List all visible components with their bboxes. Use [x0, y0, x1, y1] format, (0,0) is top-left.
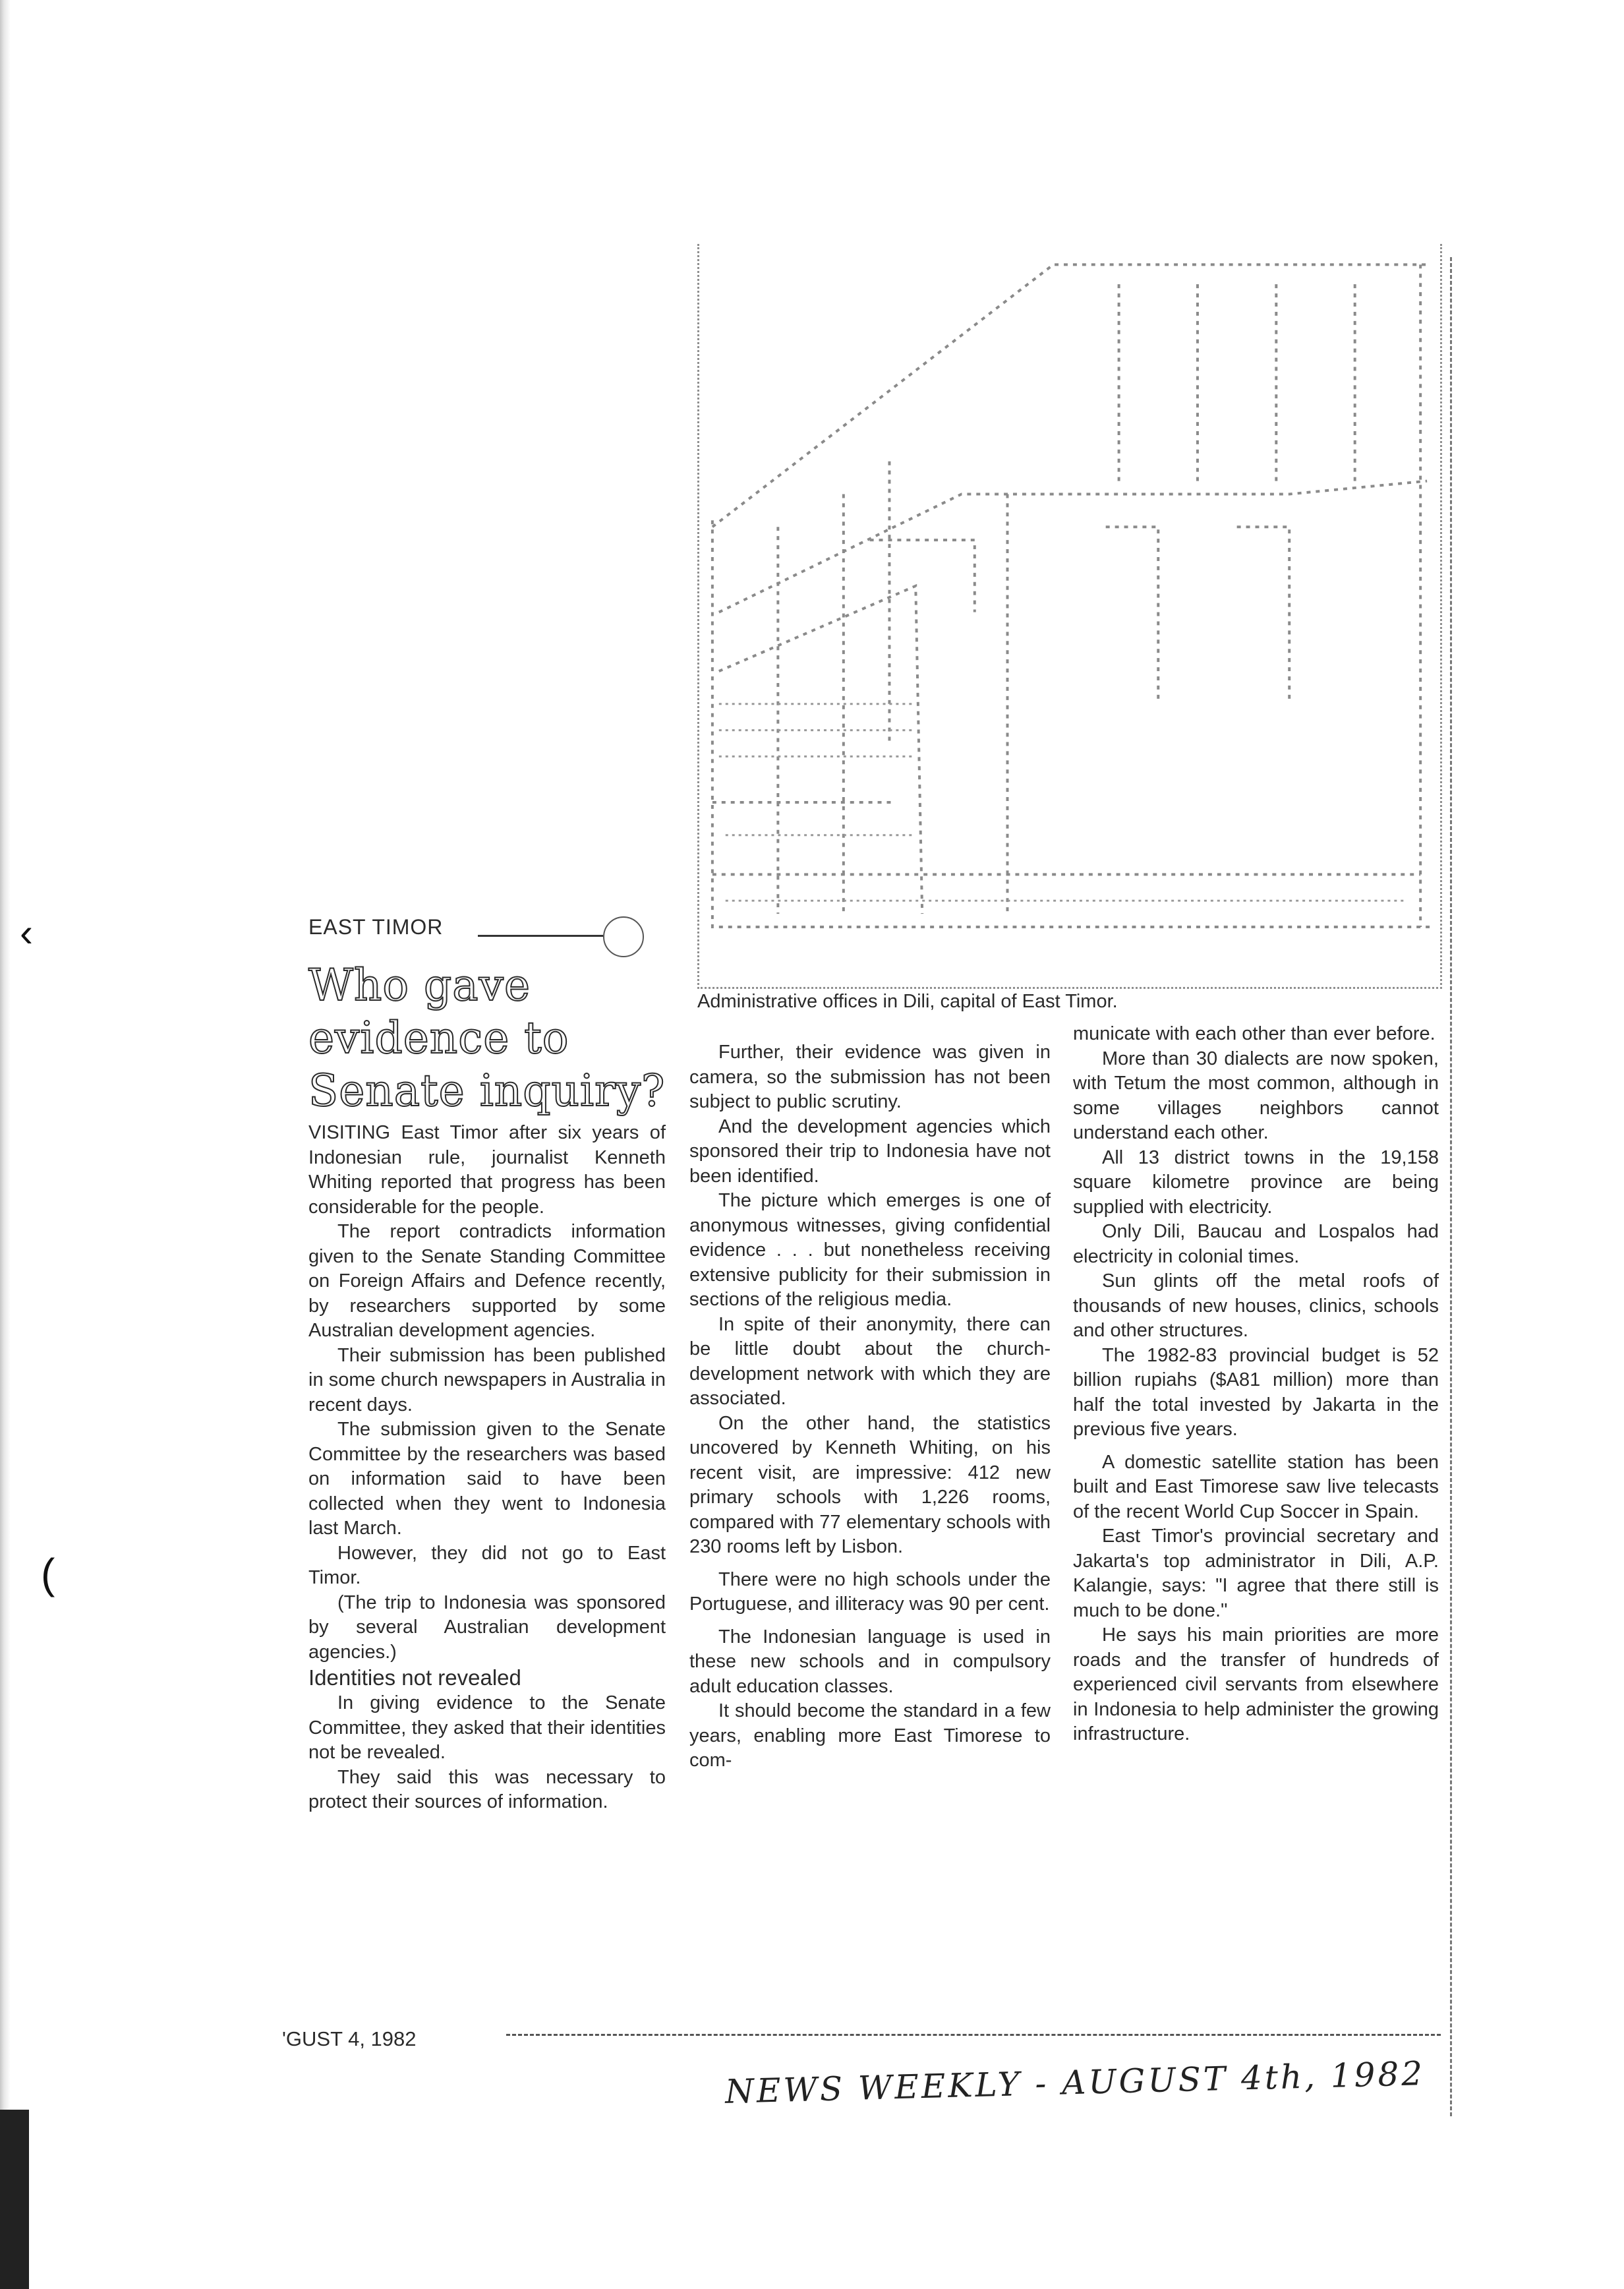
paragraph: Further, their evidence was given in camera, so the submission has not been subject to public scrutiny. [689, 1042, 1051, 1112]
paragraph: The 1982-83 provincial budget is 52 billion rupiahs ($A81 million) more than half the total invested by Jakarta in the previous five years. [1073, 1344, 1439, 1440]
paragraph: municate with each other than ever before. [1073, 1023, 1436, 1044]
page-dateline: 'GUST 4, 1982 [282, 2027, 417, 2050]
paragraph: Sun glints off the metal roofs of thousands of new houses, clinics, schools and other structures. [1073, 1270, 1439, 1341]
paragraph: The Indonesian language is used in these new schools and in compulsory adult education classes. [689, 1626, 1051, 1697]
publication-logo-icon [603, 916, 644, 957]
paragraph: VISITING East Timor after six years of Indonesian rule, journalist Kenneth Whiting reported that progress has been considerable for the people. [308, 1122, 666, 1218]
article-column-2 [689, 1040, 1051, 1773]
handwritten-source-note: NEWS WEEKLY - AUGUST 4th, 1982 [724, 2054, 1426, 2111]
paragraph: The report contradicts information given to the Senate Standing Committee on Foreign Affairs and Defence recently, by researchers supported by some Australian development agencies. [308, 1221, 666, 1341]
paragraph: And the development agencies which sponsored their trip to Indonesia have not been identified. [689, 1115, 1051, 1187]
subheading: Identities not revealed [308, 1665, 521, 1690]
section-rule [478, 935, 603, 937]
building-illustration [699, 244, 1440, 987]
paragraph: All 13 district towns in the 19,158 square kilometre province are being supplied with electricity. [1073, 1146, 1439, 1218]
paragraph: (The trip to Indonesia was sponsored by several Australian development agencies.) [308, 1591, 666, 1663]
article-column-1 [308, 1121, 666, 1815]
paragraph: More than 30 dialects are now spoken, with Tetum the most common, although in some villages neighbors cannot understand each other. [1073, 1048, 1439, 1143]
paragraph: Their submission has been published in some church newspapers in Australia in recent days. [308, 1344, 666, 1415]
paragraph: On the other hand, the statistics uncovered by Kenneth Whiting, on his recent visit, are impressive: 412 new primary schools with 1,226 rooms, compared with 77 elementary schools with 230 rooms left by Lisbon. [689, 1412, 1051, 1557]
section-label: EAST TIMOR [308, 915, 444, 939]
photo-caption: Administrative offices in Dili, capital of East Timor. [697, 991, 1118, 1012]
paragraph: The picture which emerges is one of anonymous witnesses, giving confidential evidence . . . but nonetheless receiving extensive publicity for their submission in sections of the religious media. [689, 1190, 1051, 1310]
paragraph: A domestic satellite station has been built and East Timorese saw live telecasts of the recent World Cup Soccer in Spain. [1073, 1451, 1439, 1522]
bottom-rule [506, 2034, 1441, 2036]
paragraph: In spite of their anonymity, there can be little doubt about the church-development network with which they are associated. [689, 1313, 1051, 1409]
paragraph: East Timor's provincial secretary and Jakarta's top administrator in Dili, A.P. Kalangie, says: "I agree that there still is much to be done." [1073, 1526, 1439, 1621]
paragraph: It should become the standard in a few years, enabling more East Timorese to com- [689, 1700, 1051, 1771]
paragraph: The submission given to the Senate Committee by the researchers was based on information said to have been collected when they went to Indonesia last March. [308, 1419, 666, 1539]
scan-edge-bar [0, 2110, 29, 2289]
article-photo [697, 244, 1442, 989]
scan-mark-middle: ( [41, 1550, 55, 1597]
clipping-edge-rule [1450, 257, 1452, 2116]
paragraph: Only Dili, Baucau and Lospalos had electricity in colonial times. [1073, 1221, 1439, 1267]
paragraph: They said this was necessary to protect their sources of information. [308, 1766, 666, 1812]
paragraph: In giving evidence to the Senate Committee, they asked that their identities not be revealed. [308, 1692, 666, 1763]
article-headline: Who gave evidence to Senate inquiry? [308, 960, 666, 1116]
article-column-3 [1073, 1022, 1439, 1747]
paragraph: However, they did not go to East Timor. [308, 1542, 666, 1588]
scan-edge [0, 0, 11, 2289]
scan-mark-top: ‹ [20, 910, 33, 955]
paragraph: There were no high schools under the Portuguese, and illiteracy was 90 per cent. [689, 1568, 1051, 1615]
paragraph: He says his main priorities are more roads and the transfer of hundreds of experienced civil servants from elsewhere in Indonesia to help administer the growing infrastructure. [1073, 1624, 1439, 1744]
